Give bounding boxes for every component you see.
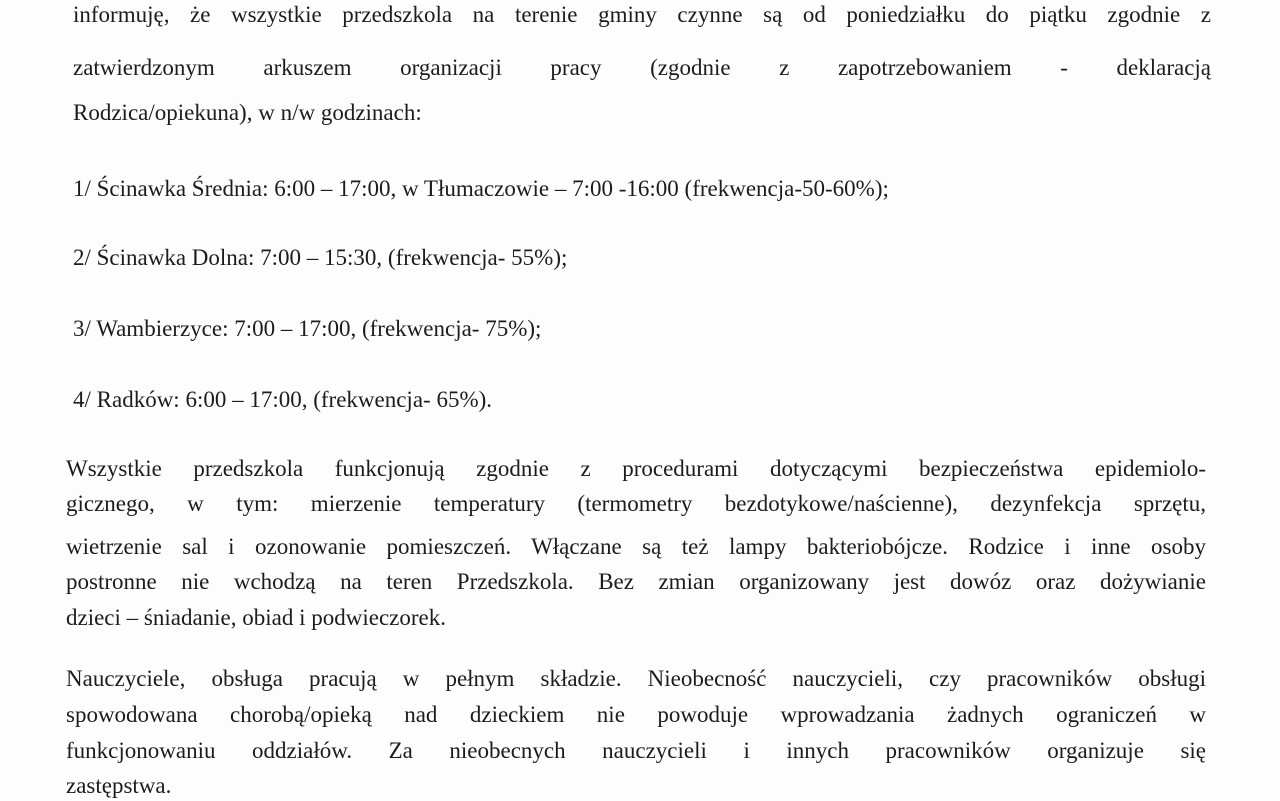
schedule-item-wambierzyce: 3/ Wambierzyce: 7:00 – 17:00, (frekwencja- 75%); <box>73 316 542 341</box>
paragraph-1-line-2: zatwierdzonym arkuszem organizacji pracy (zgodnie z zapotrzebowaniem - deklaracją <box>73 55 1211 80</box>
paragraph-1-line-3: Rodzica/opiekuna), w n/w godzinach: <box>73 100 422 125</box>
paragraph-3-line-1: Nauczyciele, obsługa pracują w pełnym składzie. Nieobecność nauczycieli, czy pracowników obsługi <box>66 666 1206 691</box>
paragraph-3-line-4: zastępstwa. <box>66 773 172 798</box>
paragraph-2-line-1: Wszystkie przedszkola funkcjonują zgodnie z procedurami dotyczącymi bezpieczeństwa epidemiolo- <box>66 456 1206 481</box>
paragraph-2-line-5: dzieci – śniadanie, obiad i podwieczorek. <box>66 605 446 630</box>
paragraph-2-line-4: postronne nie wchodzą na teren Przedszkola. Bez zmian organizowany jest dowóz oraz dożywianie <box>66 569 1206 594</box>
paragraph-1-line-1: informuję, że wszystkie przedszkola na terenie gminy czynne są od poniedziałku do piątku zgodnie z <box>73 2 1211 27</box>
schedule-item-radkow: 4/ Radków: 6:00 – 17:00, (frekwencja- 65%). <box>73 387 493 412</box>
paragraph-2-line-2: gicznego, w tym: mierzenie temperatury (termometry bezdotykowe/naścienne), dezynfekcja sprzętu, <box>66 491 1206 516</box>
paragraph-3-line-3: funkcjonowaniu oddziałów. Za nieobecnych nauczycieli i innych pracowników organizuje się <box>66 738 1206 763</box>
schedule-item-scinawka-dolna: 2/ Ścinawka Dolna: 7:00 – 15:30, (frekwencja- 55%); <box>73 245 568 270</box>
paragraph-2-line-3: wietrzenie sal i ozonowanie pomieszczeń. Włączane są też lampy bakteriobójcze. Rodzice i inne osoby <box>66 534 1206 559</box>
paragraph-3-line-2: spowodowana chorobą/opieką nad dzieckiem nie powoduje wprowadzania żadnych ograniczeń w <box>66 702 1206 727</box>
schedule-item-scinawka-srednia: 1/ Ścinawka Średnia: 6:00 – 17:00, w Tłumaczowie – 7:00 -16:00 (frekwencja-50-60%); <box>73 176 889 201</box>
